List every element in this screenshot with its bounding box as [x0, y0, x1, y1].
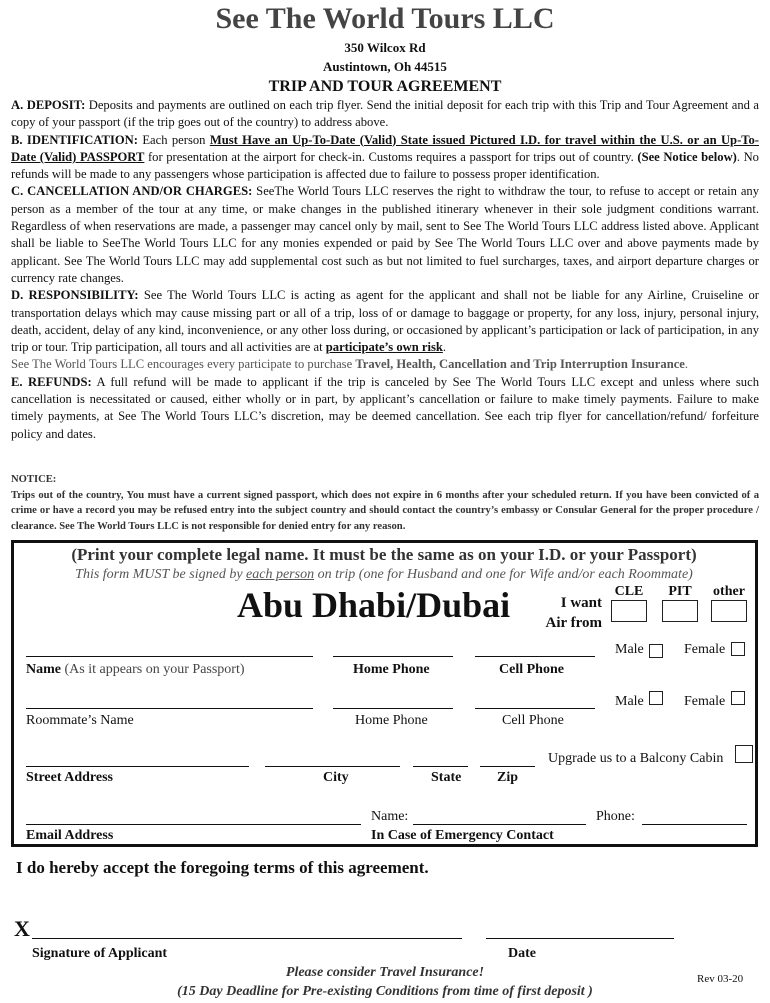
airport-label-cle: CLE [614, 584, 644, 599]
cancellation-heading: C. CANCELLATION AND/OR CHARGES: [11, 184, 253, 199]
insurance-types: Travel, Health, Cancellation and Trip Interruption Insurance [355, 357, 685, 372]
date-label: Date [508, 946, 536, 961]
revision-label: Rev 03-20 [697, 973, 744, 985]
emergency-phone-label: Phone: [596, 809, 635, 824]
insurance-reminder: Please consider Travel Insurance! [285, 965, 485, 980]
city-field[interactable] [265, 766, 400, 767]
roommate-female-label: Female [684, 694, 726, 709]
insurance-recommendation [11, 356, 759, 373]
roommate-cell-phone-field[interactable] [475, 708, 595, 709]
air-from-label [540, 593, 602, 633]
identification-requirement: Must Have an Up-To-Date (Valid) State issued Pictured I.D. for travel within the U.S. or an Up-To-Date (Valid) PASSPORT [11, 132, 759, 164]
roommate-female-checkbox[interactable] [731, 691, 745, 705]
insurance-deadline: (15 Day Deadline for Pre-existing Conditions from time of first deposit ) [177, 984, 593, 999]
signature-field[interactable] [32, 938, 462, 939]
upgrade-checkbox[interactable] [735, 745, 753, 763]
own-risk: participate’s own risk [325, 340, 443, 355]
airport-label-other: other [713, 584, 745, 599]
cell-phone-label: Cell Phone [499, 662, 564, 677]
identification-clause [11, 132, 759, 184]
sign-each-instruction [14, 567, 754, 583]
responsibility-end: . [442, 340, 447, 355]
name-field[interactable] [26, 656, 313, 657]
roommate-home-phone-field[interactable] [333, 708, 453, 709]
state-field[interactable] [413, 766, 468, 767]
cancellation-clause [11, 183, 759, 287]
state-label: State [431, 770, 462, 785]
roommate-male-checkbox[interactable] [649, 691, 663, 705]
male-label: Male [615, 642, 644, 657]
identification-text-2: for presentation at the airport for check-in. Customs requires a passport for trips out of country. [144, 149, 638, 164]
signature-x-mark: X [14, 916, 30, 941]
date-field[interactable] [486, 938, 674, 939]
airport-checkbox-cle[interactable] [611, 600, 647, 622]
address-street: 350 Wilcox Rd [344, 40, 426, 55]
destination-title: Abu Dhabi/Dubai [237, 585, 511, 625]
home-phone-label: Home Phone [353, 662, 430, 677]
sign-each-pre: This form MUST be signed by [75, 567, 247, 582]
print-name-instruction: (Print your complete legal name. It must be the same as on your I.D. or your Passport) [71, 545, 697, 564]
notice-section [11, 472, 759, 535]
female-checkbox[interactable] [731, 642, 745, 656]
insurance-end: . [684, 357, 689, 372]
each-person: each person [246, 567, 315, 582]
responsibility-heading: D. RESPONSIBILITY: [11, 288, 139, 303]
name-label-note: (As it appears on your Passport) [61, 662, 245, 677]
agreement-title: TRIP AND TOUR AGREEMENT [268, 78, 502, 95]
emergency-phone-field[interactable] [642, 824, 747, 825]
male-checkbox[interactable] [649, 644, 663, 658]
name-label [26, 662, 245, 678]
street-address-label: Street Address [26, 770, 113, 785]
roommate-name-label: Roommate’s Name [26, 713, 134, 728]
roommate-male-label: Male [615, 694, 644, 709]
identification-text-3: . No refunds will be made to any passengers whose participation is affected due to failure to possess proper identification. [11, 149, 759, 182]
notice-text: Trips out of the country, You must have a current signed passport, which does not expire in 6 months after your scheduled return. If you have been convicted of a crime or have a record you may be refused entry into the subject country and should contact the country’s embassy or Consular General for the proper procedure / clearance. See The World Tours LLC is not responsible for denied entry for any reason. [11, 489, 759, 533]
airport-label-pit: PIT [668, 584, 692, 599]
female-label: Female [684, 642, 726, 657]
roommate-cell-phone-label: Cell Phone [502, 713, 564, 728]
responsibility-text: See The World Tours LLC is acting as agent for the applicant and shall not be liable for any Airline, Cruiseline or transportation delays which may cause missing part or all of a trip, loss of or damage to baggage or property, for any loss, injury, personal injury, death, accident, delay of any kind, inconvenience, or any other loss during, or occasioned by applicant’s participation or lack of participation, in any trip or tour. Trip participation, all tours and all activities are at [11, 288, 759, 355]
upgrade-label: Upgrade us to a Balcony Cabin [548, 751, 724, 766]
refunds-clause [11, 374, 759, 443]
home-phone-field[interactable] [333, 656, 453, 657]
cancellation-text: SeeThe World Tours LLC reserves the right to withdraw the tour, to refuse to accept or retain any person as a member of the tour at any time, or make changes in the published itinerary whenever in their sole judgment conditions warrant. Regardless of when reservations are made, a passenger may cancel only by mail, sent to See The World Tours LLC address listed above. Applicant shall be liable to SeeThe World Tours LLC for any monies expended or paid by See The World Tours LLC over and above payments made by applicant. See The World Tours LLC may add supplemental cost such as but not limited to fuel surcharges, taxes, and airport departure charges or currency rate changes. [11, 184, 759, 285]
zip-field[interactable] [480, 766, 535, 767]
sign-each-post: on trip (one for Husband and one for Wife and/or each Roommate) [314, 567, 693, 582]
deposit-text: Deposits and payments are outlined on each trip flyer. Send the initial deposit for each trip with this Trip and Tour Agreement and a copy of your passport (if the trip goes out of the country) to address above. [11, 98, 759, 130]
email-address-label: Email Address [26, 828, 114, 843]
responsibility-clause [11, 287, 759, 356]
roommate-name-field[interactable] [26, 708, 313, 709]
emergency-name-label: Name: [371, 809, 409, 824]
refunds-text: A full refund will be made to applicant if the trip is canceled by See The World Tours LLC except and unless where such cancellation is necessitated or caused, either wholly or in part, by applicant’s cancellation or failure to make timely payments. Failure to make timely payments, at See The World Tours LLC’s discretion, may be deemed cancellation. See each trip flyer for cancellation/refund/ forfeiture policy and dates. [11, 374, 759, 441]
email-field[interactable] [26, 824, 361, 825]
city-label: City [323, 770, 349, 785]
zip-label: Zip [497, 770, 519, 785]
deposit-clause [11, 97, 759, 132]
air-from-text: Air from [545, 615, 602, 631]
roommate-home-phone-label: Home Phone [355, 713, 428, 728]
cell-phone-field[interactable] [475, 656, 595, 657]
acceptance-statement: I do hereby accept the foregoing terms of this agreement. [16, 858, 429, 877]
refunds-heading: E. REFUNDS: [11, 374, 92, 389]
insurance-text: See The World Tours LLC encourages every participate to purchase [11, 357, 356, 372]
company-name: See The World Tours LLC [215, 2, 555, 35]
name-label-text: Name [26, 662, 61, 677]
airport-checkbox-pit[interactable] [662, 600, 698, 622]
terms-section [11, 97, 759, 443]
emergency-contact-label: In Case of Emergency Contact [371, 828, 554, 843]
see-notice: (See Notice below) [637, 149, 737, 164]
signature-label: Signature of Applicant [32, 946, 168, 961]
street-address-field[interactable] [26, 766, 249, 767]
identification-heading: B. IDENTIFICATION: [11, 132, 138, 147]
i-want-label: I want [560, 595, 602, 611]
identification-text: Each person [137, 132, 210, 147]
emergency-name-field[interactable] [413, 824, 586, 825]
address-city: Austintown, Oh 44515 [323, 59, 447, 74]
deposit-heading: A. DEPOSIT: [11, 98, 86, 112]
airport-checkbox-other[interactable] [711, 600, 747, 622]
notice-heading: NOTICE: [11, 474, 57, 485]
